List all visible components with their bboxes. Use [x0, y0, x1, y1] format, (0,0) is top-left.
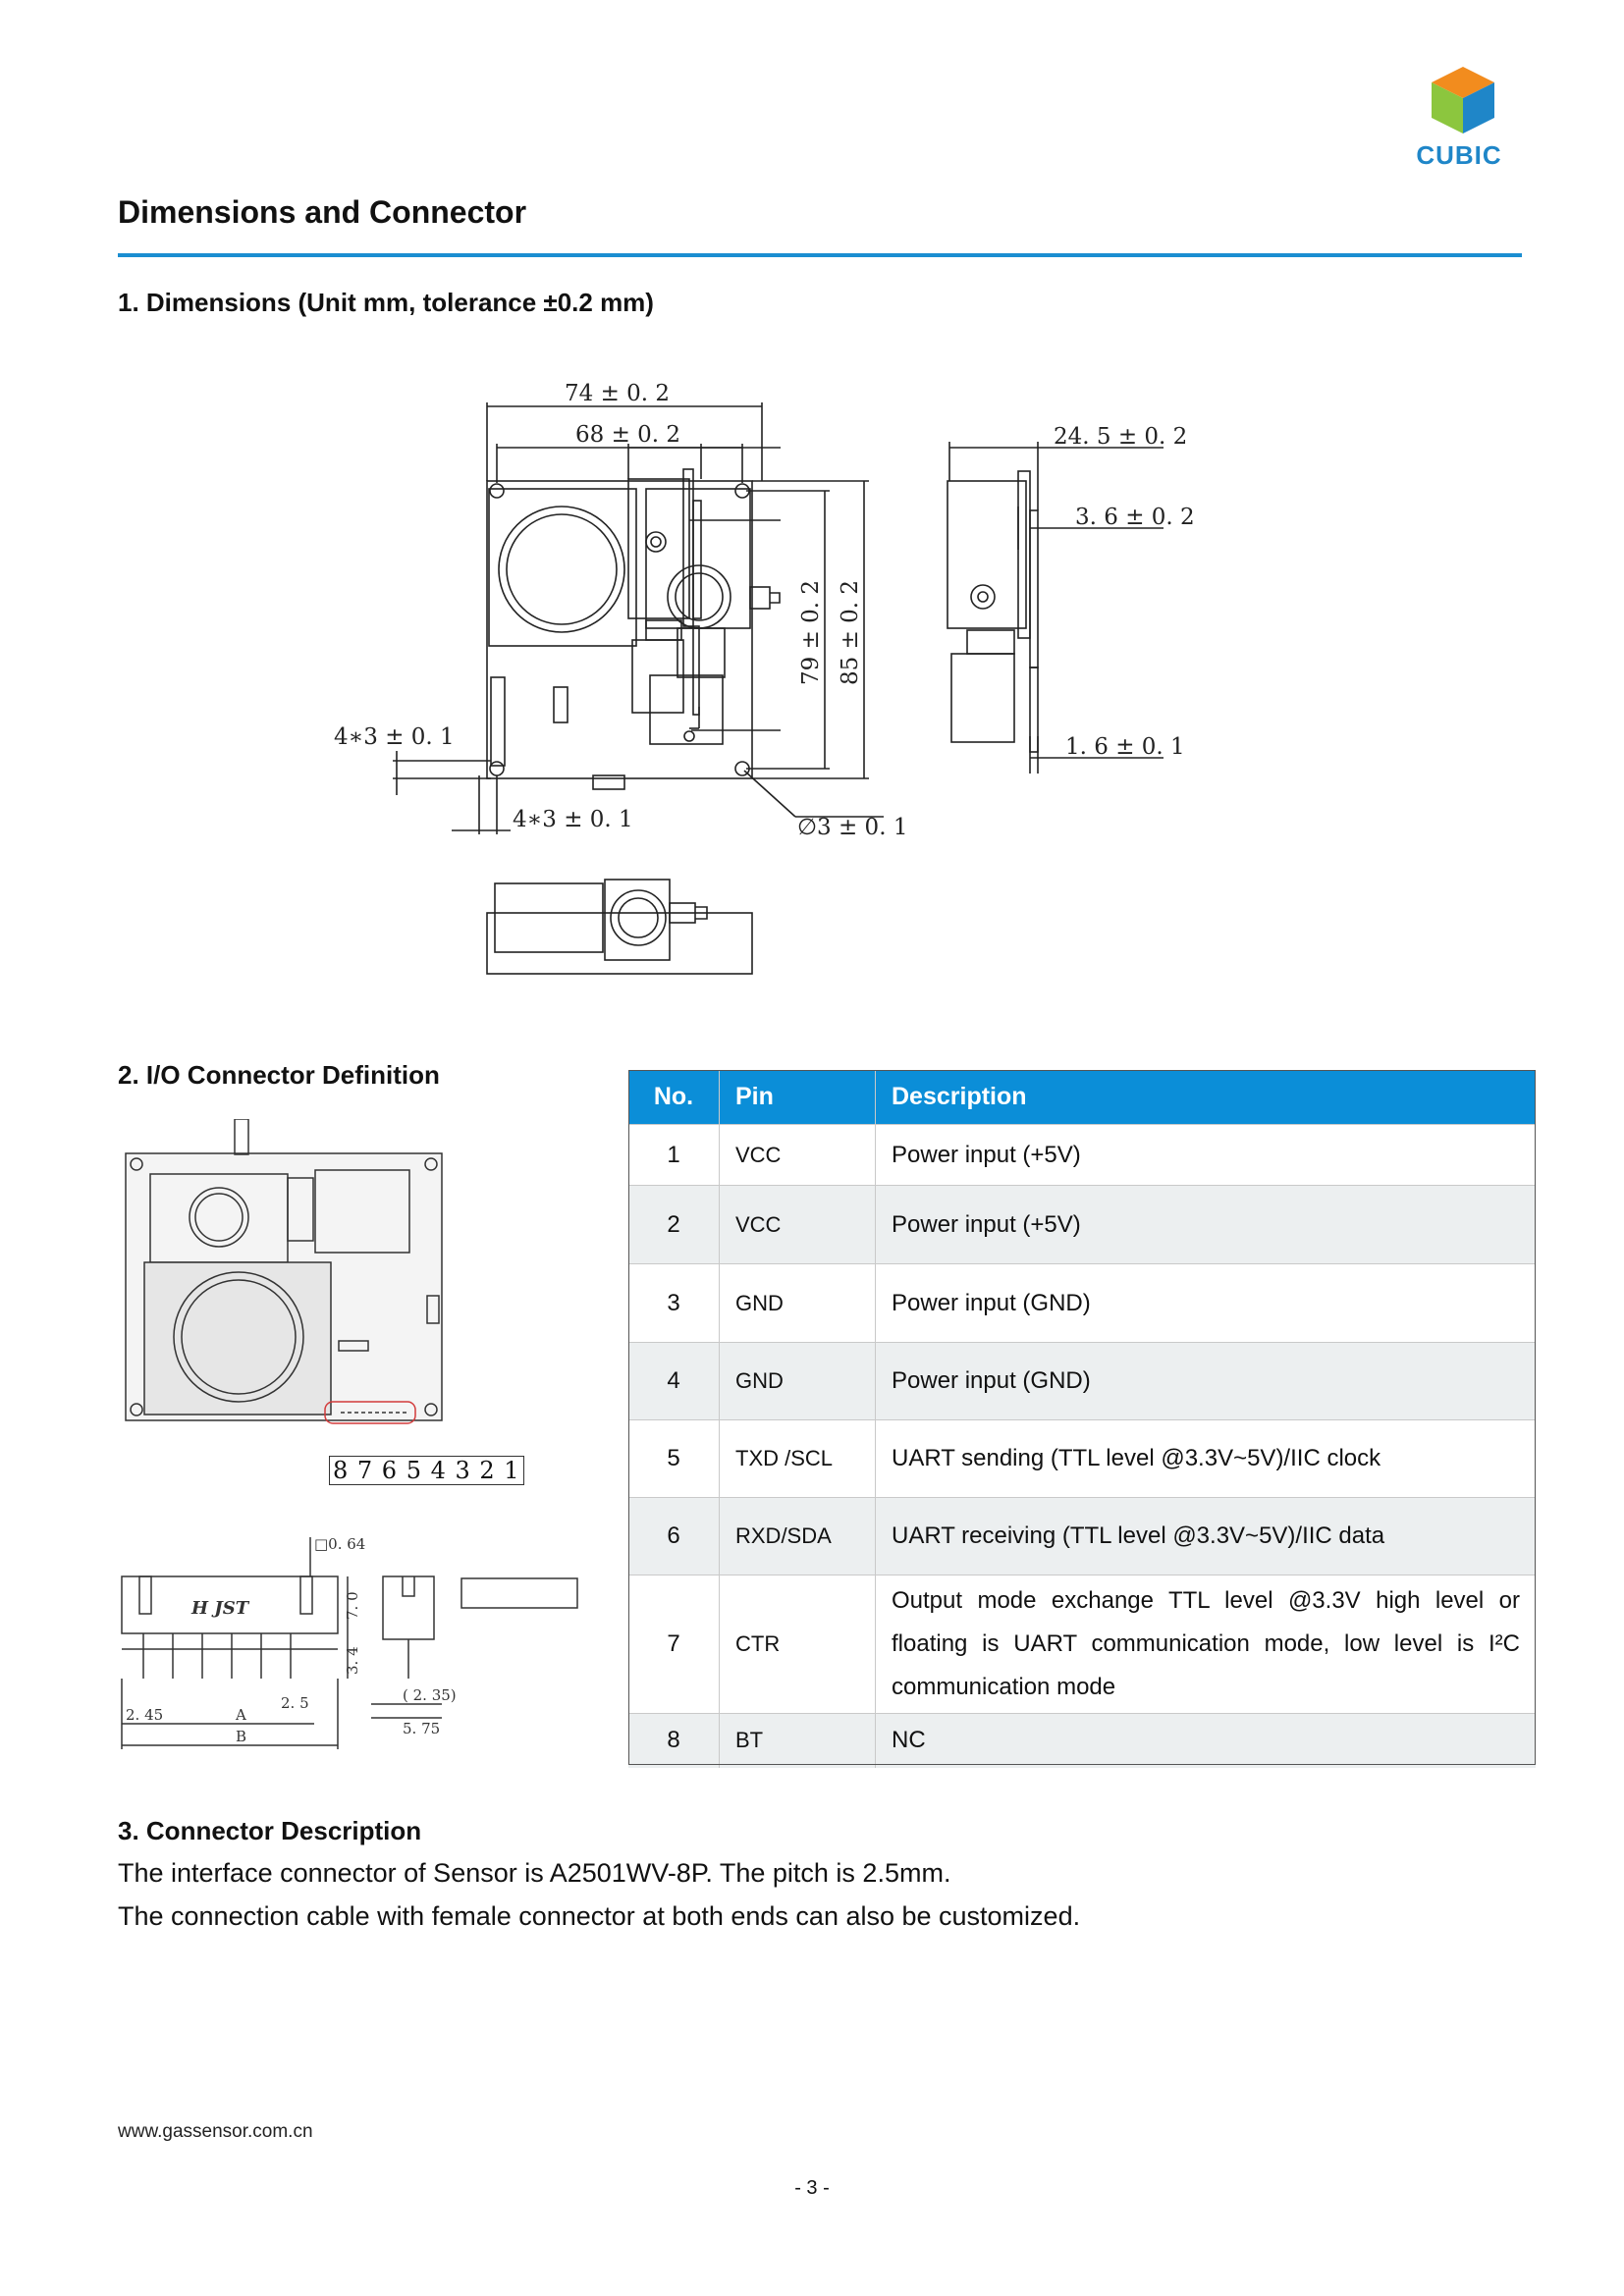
jst-dim-b: B [236, 1728, 247, 1745]
jst-dim-245: 2. 45 [126, 1706, 164, 1724]
dim-width-outer: 74 ± 0. 2 [565, 381, 671, 406]
cell-no: 6 [628, 1498, 720, 1575]
dim-depth: 24. 5 ± 0. 2 [1054, 424, 1188, 450]
table-row [628, 1420, 1536, 1498]
cell-description: Power input (GND) [876, 1264, 1537, 1343]
cell-pin: CTR [720, 1575, 876, 1714]
col-header-no: No. [628, 1070, 720, 1125]
table-row [628, 1714, 1536, 1768]
jst-dim-a: A [236, 1706, 246, 1724]
jst-dim-064: □0. 64 [314, 1535, 366, 1553]
cell-pin: VCC [720, 1186, 876, 1264]
col-header-description: Description [876, 1070, 1537, 1125]
cell-pin: TXD /SCL [720, 1420, 876, 1498]
cell-description: Output mode exchange TTL level @3.3V high level or floating is UART communication mode, low level is I²C communication mode [876, 1575, 1537, 1714]
cell-description: UART receiving (TTL level @3.3V~5V)/IIC data [876, 1498, 1537, 1575]
dim-thickness-board: 1. 6 ± 0. 1 [1065, 734, 1185, 760]
page-number: - 3 - [794, 2177, 830, 2199]
cell-no: 7 [628, 1575, 720, 1714]
table-row [628, 1186, 1536, 1264]
cell-description: Power input (+5V) [876, 1125, 1537, 1186]
jst-dim-70: 7. 0 [344, 1591, 361, 1620]
jst-dim-235: ( 2. 35) [403, 1686, 457, 1704]
cell-no: 4 [628, 1343, 720, 1420]
jst-dim-575: 5. 75 [403, 1720, 441, 1737]
page-title: Dimensions and Connector [118, 194, 527, 230]
jst-dim-34: 3. 4 [344, 1646, 361, 1675]
cell-no: 3 [628, 1264, 720, 1343]
dim-hole-diameter: ∅3 ± 0. 1 [797, 815, 908, 840]
connector-heading: 3. Connector Description [118, 1816, 422, 1845]
table-row [628, 1575, 1536, 1714]
cell-no: 1 [628, 1125, 720, 1186]
pin-order-label: 8 7 6 5 4 3 2 1 [329, 1456, 524, 1485]
table-row [628, 1125, 1536, 1186]
cell-description: Power input (+5V) [876, 1186, 1537, 1264]
dim-thickness-top: 3. 6 ± 0. 2 [1075, 505, 1195, 530]
dim-height-inner: 79 ± 0. 2 [798, 579, 824, 685]
cell-pin: GND [720, 1264, 876, 1343]
table-header-row [628, 1070, 1536, 1125]
dimensions-heading: 1. Dimensions (Unit mm, tolerance ±0.2 mm) [118, 288, 654, 317]
cell-pin: VCC [720, 1125, 876, 1186]
cell-description: UART sending (TTL level @3.3V~5V)/IIC clock [876, 1420, 1537, 1498]
dim-hole-bottom: 4∗3 ± 0. 1 [513, 807, 633, 832]
table-row [628, 1343, 1536, 1420]
logo-wordmark: CUBIC [1416, 140, 1502, 170]
jst-dim-25: 2. 5 [281, 1694, 309, 1712]
connector-line-1: The interface connector of Sensor is A2501WV-8P. The pitch is 2.5mm. [118, 1858, 951, 1888]
dim-width-inner: 68 ± 0. 2 [575, 422, 681, 448]
cell-no: 8 [628, 1714, 720, 1768]
cell-pin: BT [720, 1714, 876, 1768]
jst-connector-drawing [118, 1531, 589, 1767]
cell-no: 5 [628, 1420, 720, 1498]
title-divider [118, 253, 1522, 257]
cell-no: 2 [628, 1186, 720, 1264]
connector-line-2: The connection cable with female connector at both ends can also be customized. [118, 1901, 1081, 1931]
board-top-view-drawing [123, 1119, 447, 1443]
cell-description: Power input (GND) [876, 1343, 1537, 1420]
jst-brand-label: H JST [191, 1598, 249, 1619]
table-row [628, 1498, 1536, 1575]
cell-pin: RXD/SDA [720, 1498, 876, 1575]
io-heading: 2. I/O Connector Definition [118, 1060, 440, 1090]
dim-hole-left: 4∗3 ± 0. 1 [334, 724, 455, 750]
footer-url: www.gassensor.com.cn [118, 2121, 313, 2142]
cell-pin: GND [720, 1343, 876, 1420]
dim-height-outer: 85 ± 0. 2 [838, 579, 863, 685]
pin-definition-table [628, 1070, 1536, 1768]
col-header-pin: Pin [720, 1070, 876, 1125]
table-row [628, 1264, 1536, 1343]
cell-description: NC [876, 1714, 1537, 1768]
side-view-drawing [938, 412, 1203, 825]
